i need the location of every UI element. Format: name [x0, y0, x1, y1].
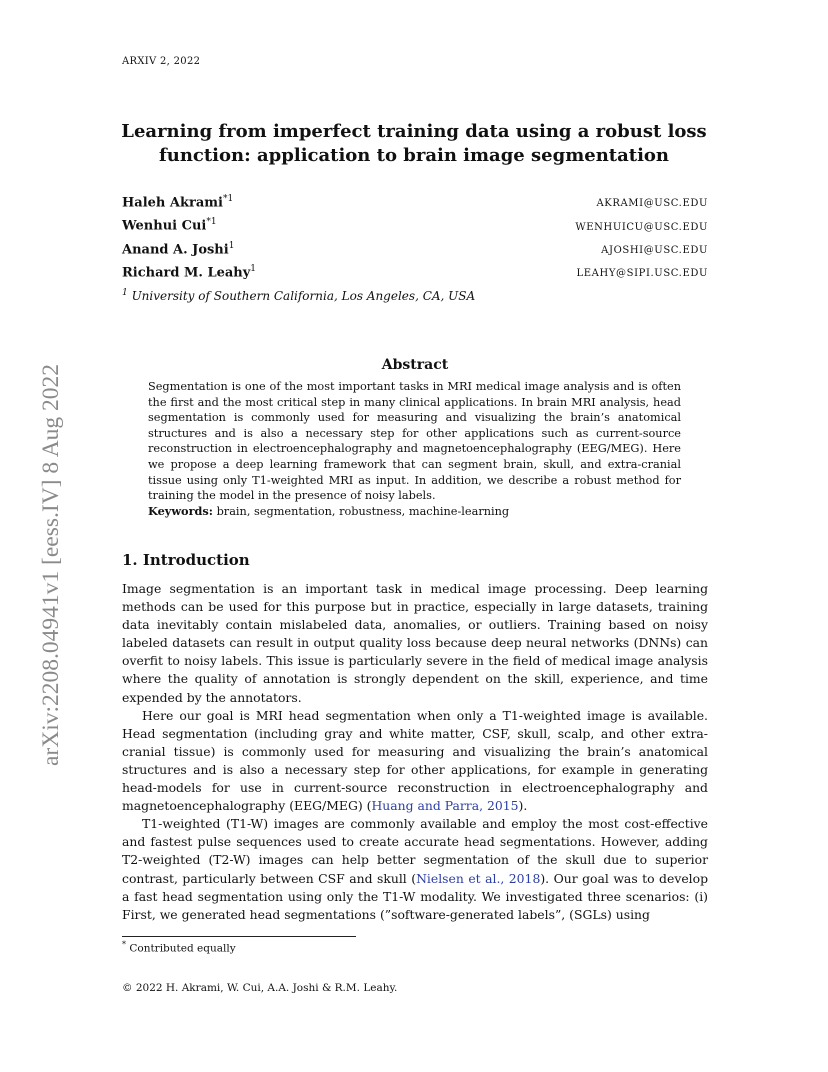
author-row: [122, 237, 708, 260]
arxiv-stamp: arXiv:2208.04941v1 [eess.IV] 8 Aug 2022: [38, 363, 64, 766]
copyright-notice: © 2022 H. Akrami, W. Cui, A.A. Joshi & R.M. Leahy.: [122, 982, 398, 994]
author-row: [122, 260, 708, 283]
abstract-body: [148, 379, 681, 519]
author-email[interactable]: AKRAMI@USC.EDU: [596, 198, 708, 210]
paragraph: Here our goal is MRI head segmentation when only a T1-weighted image is available. Head segmentation (including gray and white matter, CSF, skull, scalp, and other extra-cranial tissue) is commonly used for measuring and visualizing the brain’s anatomical structures and is also a necessary step for other applications, for example in generating head-models for use in current-source reconstruction in electroencephalography and magnetoencephalography (EEG/MEG) (Huang and Parra, 2015).: [122, 707, 708, 814]
author-row: [122, 213, 708, 236]
introduction-body: [122, 580, 708, 924]
section-heading: 1. Introduction: [122, 551, 250, 569]
keywords: Keywords: brain, segmentation, robustness, machine-learning: [148, 503, 510, 518]
abstract-heading: Abstract: [381, 357, 449, 373]
author-name: Wenhui Cui$^{*1}$: [122, 217, 217, 234]
author-name: Haleh Akrami$^{*1}$: [122, 194, 234, 211]
running-head: ARXIV 2, 2022: [122, 56, 201, 67]
affiliation: $^1$ University of Southern California, Los Angeles, CA, USA: [122, 288, 476, 304]
author-email[interactable]: WENHUICU@USC.EDU: [575, 221, 708, 233]
abstract-text: Segmentation is one of the most important tasks in MRI medical image analysis and is often the first and the most critical step in many clinical applications. In brain MRI analysis, head segmentation is commonly used for measuring and visualizing the brain’s anatomical structures and is also a necessary step for other applications such as current-source reconstruction in electroencephalography and magnetoencephalography (EEG/MEG). Here we propose a deep learning framework that can segment brain, skull, and extra-cranial tissue using only T1-weighted MRI as input. In addition, we describe a robust method for training the model in the presence of noisy labels.: [148, 380, 681, 503]
paper-title: Learning from imperfect training data using a robust loss function: application to brain image segmentation: [121, 121, 707, 166]
paragraph: Image segmentation is an important task in medical image processing. Deep learning methods can be used for this purpose but in practice, especially in large datasets, training data inevitably contain mislabeled data, anomalies, or outliers. Training based on noisy labeled datasets can result in output quality loss because deep neural networks (DNNs) can overfit to noisy labels. This issue is particularly severe in the field of medical image analysis where the quality of annotation is strongly dependent on the skill, experience, and time expended by the annotators.: [122, 581, 708, 705]
author-name: Richard M. Leahy$^1$: [122, 263, 257, 281]
citation-link[interactable]: Huang and Parra, 2015: [371, 798, 519, 814]
paragraph: T1-weighted (T1-W) images are commonly available and employ the most cost-effective and fastest pulse sequences used to create accurate head segmentations. However, adding T2-weighted (T2-W) images can help better segmentation of the skull due to superior contrast, particularly between CSF and skull (Nielsen et al., 2018). Our goal was to develop a fast head segmentation using only the T1-W modality. We investigated three scenarios: (i) First, we generated head segmentations (”software-generated labels”, (SGLs) using: [122, 816, 709, 922]
footnote: * Contributed equally: [122, 940, 236, 955]
author-name: Anand A. Joshi$^1$: [122, 240, 235, 257]
author-block: [122, 190, 708, 305]
citation-link[interactable]: Nielsen et al., 2018: [416, 870, 541, 886]
author-row: [122, 190, 708, 213]
author-email[interactable]: AJOSHI@USC.EDU: [601, 244, 708, 256]
footnote-rule: [122, 936, 356, 937]
author-email[interactable]: LEAHY@SIPI.USC.EDU: [576, 268, 708, 280]
